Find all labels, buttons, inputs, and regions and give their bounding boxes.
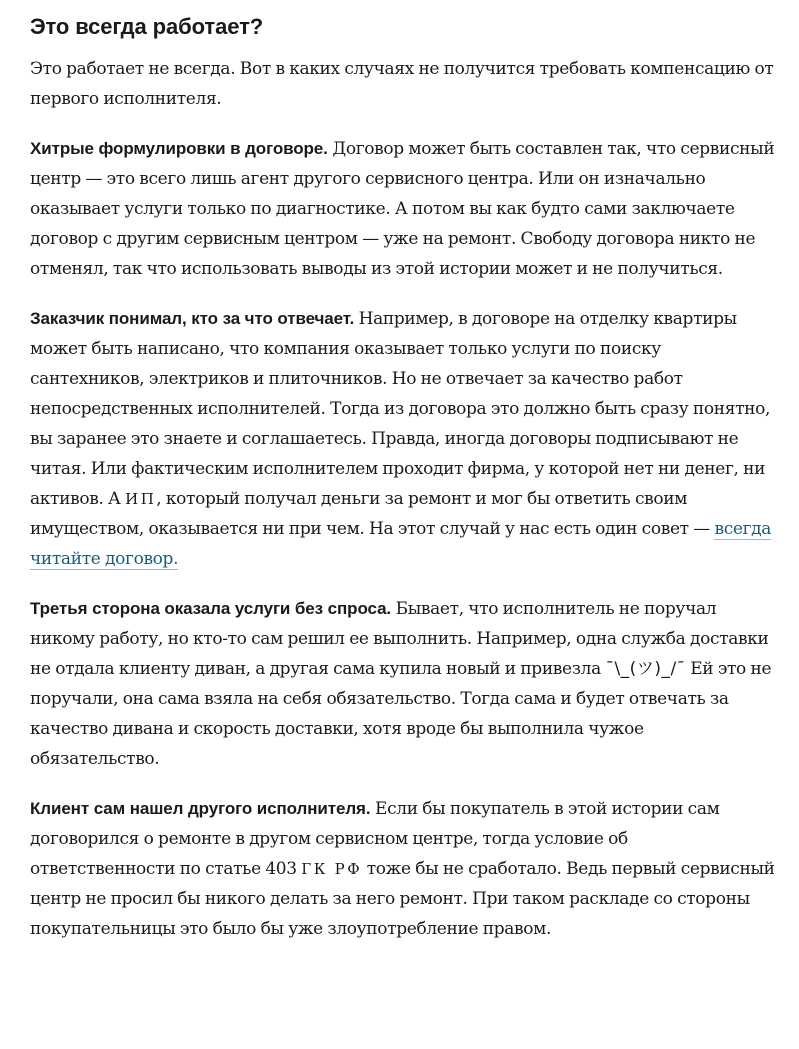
lead-tricky-wording: Хитрые формулировки в договоре. xyxy=(30,139,328,158)
lead-customer-knew: Заказчик понимал, кто за что отвечает. xyxy=(30,309,355,328)
shrug-emoticon: ¯\_(ツ)_/¯ xyxy=(605,659,686,679)
lead-third-party: Третья сторона оказала услуги без спроса. xyxy=(30,599,392,618)
text-customer-knew-1: Например, в договоре на отделку квартиры может быть написано, что компания оказывает только услуги по поиску сантехников, электриков и плиточников. Но не отвечает за качество работ непосредственных исполнителей. Тогда из договора это должно быть сразу понятно, вы заранее это знаете и соглашаетесь. Правда, иногда договоры подписывают не читая. Или фактическим исполнителем проходит фирма, у которой нет ни денег, ни активов. А xyxy=(30,309,771,509)
abbr-gk-rf: ГК РФ xyxy=(301,860,363,878)
section-title: Это всегда работает? xyxy=(30,14,264,39)
paragraph-client-found xyxy=(30,794,775,944)
text-client-found-1: Если бы покупатель в этой истории сам договорился о ремонте в другом сервисном центре, тогда условие об ответственности по статье 403 xyxy=(30,799,720,879)
paragraph-tricky-wording xyxy=(30,134,775,284)
intro-paragraph: Это работает не всегда. Вот в каких случаях не получится требовать компенсацию от первого исполнителя. xyxy=(30,59,774,109)
article-section xyxy=(30,12,775,964)
text-third-party-2: Ей это не поручали, она сама взяла на себя обязательство. Тогда сама и будет отвечать за качество дивана и скорость доставки, хотя вроде бы выполнила чужое обязательство. xyxy=(30,659,772,769)
text-customer-knew-2: , который получал деньги за ремонт и мог бы ответить своим имуществом, оказывается ни при чем. На этот случай у нас есть один совет — xyxy=(30,489,715,539)
paragraph-customer-knew xyxy=(30,304,775,574)
lead-client-found: Клиент сам нашел другого исполнителя. xyxy=(30,799,371,818)
paragraph-third-party xyxy=(30,594,775,774)
text-tricky-wording: Договор может быть составлен так, что сервисный центр — это всего лишь агент другого сервисного центра. Или он изначально оказывает услуги только по диагностике. А потом вы как будто сами заключаете договор с другим сервисным центром — уже на ремонт. Свободу договора никто не отменял, так что использовать выводы из этой истории может и не получиться. xyxy=(30,139,775,279)
text-client-found-2: тоже бы не сработало. Ведь первый сервисный центр не просил бы никого делать за него ремонт. При таком раскладе со стороны покупательницы это было бы уже злоупотребление правом. xyxy=(30,859,775,939)
text-third-party-1: Бывает, что исполнитель не поручал никому работу, но кто-то сам решил ее выполнить. Например, одна служба доставки не отдала клиенту диван, а другая сама купила новый и привезла xyxy=(30,599,769,679)
read-contract-link[interactable]: всегда читайте договор. xyxy=(30,519,772,569)
abbr-ip: ИП xyxy=(125,490,157,508)
